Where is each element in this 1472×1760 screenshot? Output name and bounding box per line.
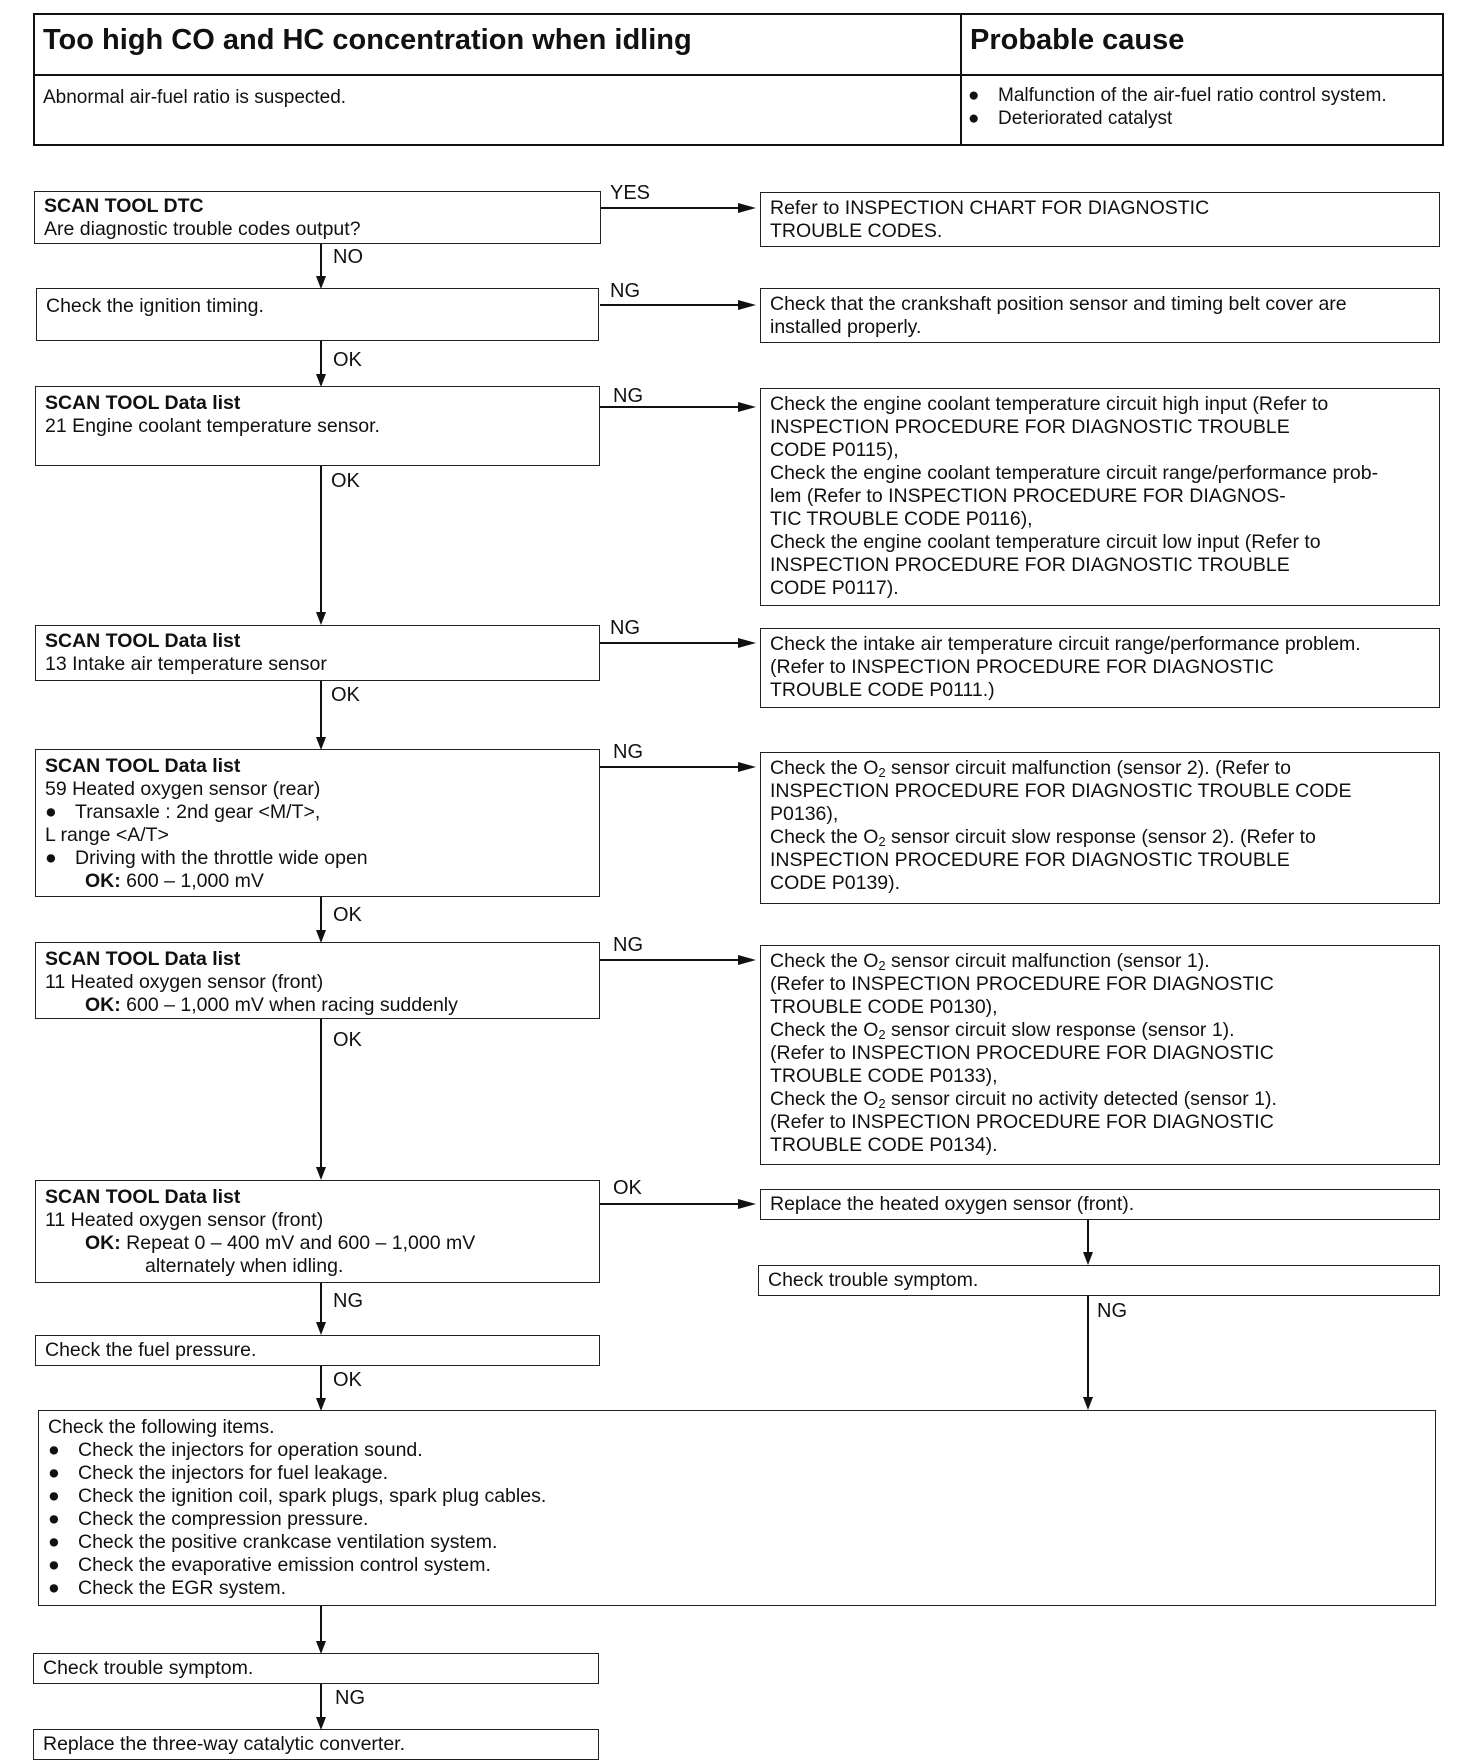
result-line: Check the $O_2$ sensor circuit no activity detected (sensor 1). bbox=[770, 1088, 1277, 1111]
result-line: TROUBLE CODES. bbox=[770, 220, 943, 242]
arrowhead-right bbox=[738, 955, 756, 965]
step-text: 21 Engine coolant temperature sensor. bbox=[45, 415, 380, 437]
result-replace-o2-front bbox=[760, 1189, 1440, 1220]
checklist-item: ● Check the positive crankcase ventilation system. bbox=[48, 1531, 498, 1553]
result-intake-air-circuit bbox=[760, 628, 1440, 708]
arrowhead-down bbox=[316, 276, 326, 289]
connector-yes bbox=[601, 207, 741, 209]
arrowhead-down bbox=[316, 1322, 326, 1335]
step-title: SCAN TOOL Data list bbox=[45, 755, 241, 777]
arrowhead-down bbox=[316, 612, 326, 625]
step-title: SCAN TOOL Data list bbox=[45, 392, 241, 414]
label-ng: NG bbox=[333, 1290, 363, 1312]
connector-ok bbox=[320, 681, 322, 737]
step-heated-o2-front-idling bbox=[35, 1180, 600, 1283]
step-title: SCAN TOOL Data list bbox=[45, 630, 241, 652]
result-line: INSPECTION PROCEDURE FOR DIAGNOSTIC TROUBLE bbox=[770, 416, 1290, 438]
step-intake-air-temp bbox=[35, 625, 600, 681]
result-line: Check the $O_2$ sensor circuit slow response (sensor 2). (Refer to bbox=[770, 826, 1316, 849]
result-check-trouble-symptom bbox=[758, 1265, 1440, 1296]
result-line: Check the $O_2$ sensor circuit malfunction (sensor 2). (Refer to bbox=[770, 757, 1291, 780]
connector-ok bbox=[320, 341, 322, 374]
result-line: CODE P0117). bbox=[770, 577, 899, 599]
label-ng: NG bbox=[613, 934, 643, 956]
step-check-trouble-symptom bbox=[33, 1653, 599, 1684]
step-text: Replace the three-way catalytic converter. bbox=[43, 1733, 406, 1755]
result-line: installed properly. bbox=[770, 316, 922, 338]
label-ok: OK bbox=[613, 1177, 642, 1199]
step-coolant-temp bbox=[35, 386, 600, 466]
arrowhead-down bbox=[316, 1167, 326, 1180]
result-o2-sensor-1 bbox=[760, 945, 1440, 1165]
cause-item: ● Deteriorated catalyst bbox=[968, 108, 1173, 129]
checklist-item: ● Check the EGR system. bbox=[48, 1577, 287, 1599]
connector-ok bbox=[320, 1366, 322, 1398]
result-line: INSPECTION PROCEDURE FOR DIAGNOSTIC TROUBLE CODE bbox=[770, 780, 1352, 802]
arrowhead-down bbox=[316, 1641, 326, 1654]
step-ok-criteria-cont: alternately when idling. bbox=[145, 1255, 344, 1277]
step-replace-catalytic-converter bbox=[33, 1729, 599, 1760]
checklist-heading: Check the following items. bbox=[48, 1416, 275, 1438]
result-line: (Refer to INSPECTION PROCEDURE FOR DIAGNOSTIC bbox=[770, 1111, 1274, 1133]
result-line: Check the $O_2$ sensor circuit slow response (sensor 1). bbox=[770, 1019, 1235, 1042]
checklist-item: ● Check the evaporative emission control system. bbox=[48, 1554, 491, 1576]
label-no: NO bbox=[333, 246, 363, 268]
result-line: CODE P0139). bbox=[770, 872, 901, 894]
checklist-item: ● Check the injectors for operation sound. bbox=[48, 1439, 423, 1461]
step-line: L range <A/T> bbox=[45, 824, 169, 846]
result-line: TROUBLE CODE P0133), bbox=[770, 1065, 998, 1087]
result-line: lem (Refer to INSPECTION PROCEDURE FOR DIAGNOS- bbox=[770, 485, 1286, 507]
arrowhead-down bbox=[316, 1398, 326, 1411]
arrowhead-down bbox=[316, 930, 326, 943]
step-title: SCAN TOOL Data list bbox=[45, 1186, 241, 1208]
arrowhead-right bbox=[738, 203, 756, 213]
label-ok: OK bbox=[331, 470, 360, 492]
label-ng: NG bbox=[613, 385, 643, 407]
step-ok-criteria: OK: Repeat 0 – 400 mV and 600 – 1,000 mV bbox=[85, 1232, 476, 1254]
probable-cause-title: Probable cause bbox=[970, 24, 1185, 56]
step-line: 59 Heated oxygen sensor (rear) bbox=[45, 778, 321, 800]
step-fuel-pressure bbox=[35, 1335, 600, 1366]
result-line: Check that the crankshaft position sensor and timing belt cover are bbox=[770, 293, 1347, 315]
connector-ng bbox=[600, 304, 741, 306]
result-text: Check trouble symptom. bbox=[768, 1269, 979, 1291]
result-line: Refer to INSPECTION CHART FOR DIAGNOSTIC bbox=[770, 197, 1210, 219]
connector-ng bbox=[600, 766, 741, 768]
label-ok: OK bbox=[333, 904, 362, 926]
step-text: Check the fuel pressure. bbox=[45, 1339, 257, 1361]
connector-ng bbox=[320, 1684, 322, 1717]
result-line: (Refer to INSPECTION PROCEDURE FOR DIAGNOSTIC bbox=[770, 656, 1274, 678]
label-ok: OK bbox=[333, 1029, 362, 1051]
result-line: P0136), bbox=[770, 803, 839, 825]
step-bullet: ● Driving with the throttle wide open bbox=[45, 847, 368, 869]
label-ng: NG bbox=[335, 1687, 365, 1709]
header-description: Abnormal air-fuel ratio is suspected. bbox=[43, 87, 347, 108]
label-ng: NG bbox=[610, 280, 640, 302]
connector bbox=[1087, 1220, 1089, 1253]
result-line: INSPECTION PROCEDURE FOR DIAGNOSTIC TROUBLE bbox=[770, 554, 1290, 576]
step-check-following-items bbox=[38, 1410, 1436, 1606]
label-ng: NG bbox=[610, 617, 640, 639]
arrowhead-down bbox=[316, 374, 326, 387]
connector-ng bbox=[600, 642, 741, 644]
result-line: Check the engine coolant temperature circuit low input (Refer to bbox=[770, 531, 1321, 553]
arrowhead-right bbox=[738, 638, 756, 648]
result-line: Check the engine coolant temperature circuit high input (Refer to bbox=[770, 393, 1329, 415]
connector-ok bbox=[320, 466, 322, 613]
arrowhead-down bbox=[316, 737, 326, 750]
label-ok: OK bbox=[333, 1369, 362, 1391]
result-line: INSPECTION PROCEDURE FOR DIAGNOSTIC TROUBLE bbox=[770, 849, 1290, 871]
step-text: Check trouble symptom. bbox=[43, 1657, 254, 1679]
arrowhead-right bbox=[738, 1199, 756, 1209]
header-col-divider bbox=[960, 13, 962, 146]
connector-ng bbox=[600, 959, 741, 961]
result-line: (Refer to INSPECTION PROCEDURE FOR DIAGNOSTIC bbox=[770, 1042, 1274, 1064]
step-text: Are diagnostic trouble codes output? bbox=[44, 218, 361, 240]
connector-ok bbox=[320, 1019, 322, 1168]
result-line: (Refer to INSPECTION PROCEDURE FOR DIAGNOSTIC bbox=[770, 973, 1274, 995]
cause-item: ● Malfunction of the air-fuel ratio control system. bbox=[968, 85, 1387, 106]
label-ok: OK bbox=[333, 349, 362, 371]
arrowhead-down bbox=[1083, 1252, 1093, 1265]
connector-ok bbox=[320, 897, 322, 930]
step-bullet: ● Transaxle : 2nd gear <M/T>, bbox=[45, 801, 321, 823]
connector-ng bbox=[320, 1283, 322, 1323]
step-ok-criteria: OK: 600 – 1,000 mV bbox=[85, 870, 264, 892]
step-title: SCAN TOOL DTC bbox=[44, 195, 204, 217]
checklist-item: ● Check the ignition coil, spark plugs, spark plug cables. bbox=[48, 1485, 547, 1507]
result-line: CODE P0115), bbox=[770, 439, 899, 461]
arrowhead-right bbox=[738, 762, 756, 772]
arrowhead-down bbox=[1083, 1397, 1093, 1410]
label-ok: OK bbox=[331, 684, 360, 706]
result-line: TROUBLE CODE P0134). bbox=[770, 1134, 998, 1156]
result-refer-dtc-chart bbox=[760, 192, 1440, 247]
result-text: Replace the heated oxygen sensor (front). bbox=[770, 1193, 1135, 1215]
header-title: Too high CO and HC concentration when idling bbox=[43, 24, 692, 56]
step-heated-o2-front-racing bbox=[35, 942, 600, 1019]
result-line: TROUBLE CODE P0130), bbox=[770, 996, 998, 1018]
header-row-divider bbox=[33, 74, 1444, 76]
result-crankshaft-sensor bbox=[760, 288, 1440, 343]
result-line: TIC TROUBLE CODE P0116), bbox=[770, 508, 1033, 530]
arrowhead-down bbox=[316, 1717, 326, 1730]
connector bbox=[320, 1606, 322, 1641]
label-yes: YES bbox=[610, 182, 651, 204]
label-ng: NG bbox=[1097, 1300, 1127, 1322]
step-heated-o2-rear bbox=[35, 749, 600, 897]
result-line: Check the $O_2$ sensor circuit malfunction (sensor 1). bbox=[770, 950, 1210, 973]
step-line: 11 Heated oxygen sensor (front) bbox=[45, 971, 324, 993]
result-line: Check the engine coolant temperature circuit range/performance prob- bbox=[770, 462, 1379, 484]
step-ignition-timing bbox=[36, 288, 599, 341]
connector-ng bbox=[1087, 1296, 1089, 1398]
label-ng: NG bbox=[613, 741, 643, 763]
connector-ok bbox=[600, 1203, 741, 1205]
step-text: Check the ignition timing. bbox=[46, 295, 264, 317]
result-o2-sensor-2 bbox=[760, 752, 1440, 904]
step-title: SCAN TOOL Data list bbox=[45, 948, 241, 970]
result-line: Check the intake air temperature circuit range/performance problem. bbox=[770, 633, 1361, 655]
step-line: 11 Heated oxygen sensor (front) bbox=[45, 1209, 324, 1231]
result-line: TROUBLE CODE P0111.) bbox=[770, 679, 995, 701]
cause-list bbox=[968, 84, 1387, 130]
arrowhead-right bbox=[738, 300, 756, 310]
arrowhead-right bbox=[738, 402, 756, 412]
connector-no bbox=[320, 244, 322, 276]
step-text: 13 Intake air temperature sensor bbox=[45, 653, 327, 675]
step-scan-tool-dtc bbox=[34, 191, 601, 244]
checklist-item: ● Check the injectors for fuel leakage. bbox=[48, 1462, 389, 1484]
checklist-item: ● Check the compression pressure. bbox=[48, 1508, 369, 1530]
step-ok-criteria: OK: 600 – 1,000 mV when racing suddenly bbox=[85, 994, 458, 1016]
result-coolant-temp-circuit bbox=[760, 388, 1440, 606]
